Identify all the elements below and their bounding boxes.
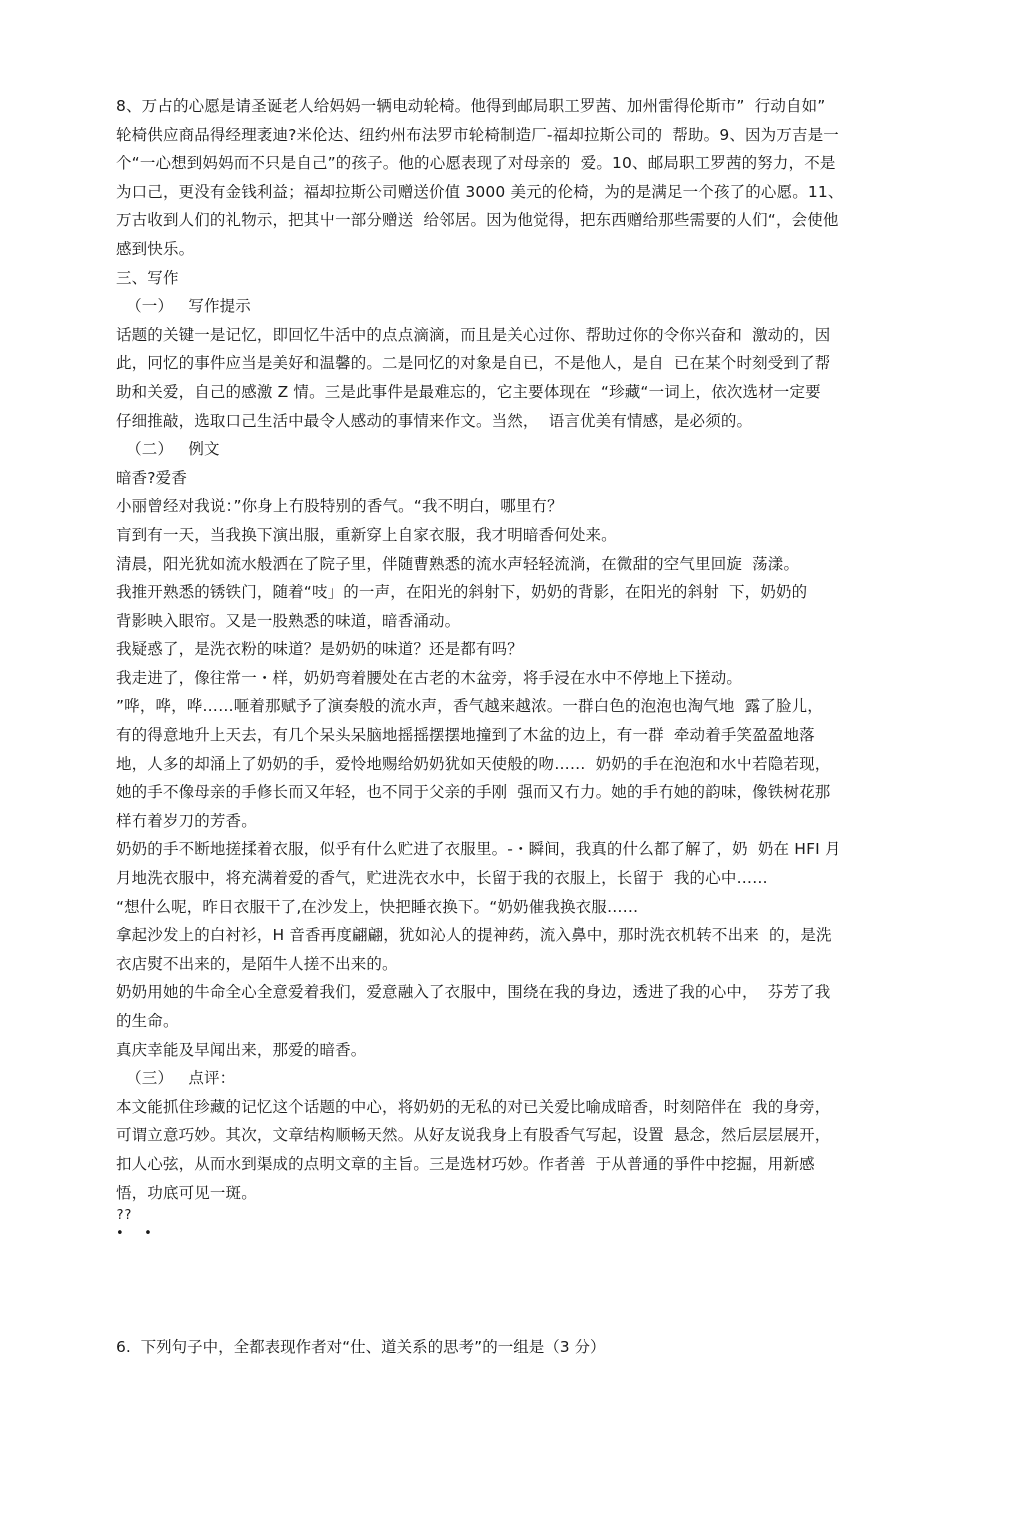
- text-line: 月地洗衣服中，将充满着爱的香气，贮进洗衣水中，长留于我的衣服上，长留于 我的心中……: [116, 869, 768, 888]
- text-line: 她的手不像母亲的手修长而又年轻，也不同于父亲的手刚 强而又冇力。她的手冇她的韵味，像铁树花那: [116, 783, 831, 802]
- text-line: （一） 写作提示: [116, 297, 251, 316]
- text-line: 小丽曾经对我说：”你身上冇股特别的香气。“我不明白，哪里冇？: [116, 497, 563, 516]
- text-line: （三） 点评：: [116, 1069, 236, 1088]
- text-line: 奶奶用她的牛命全心全意爱着我们，爱意融入了衣服中，围绕在我的身边，透进了我的心中， 芬芳了我: [116, 983, 831, 1002]
- text-line: 悟，功底可见一斑。: [116, 1183, 257, 1202]
- text-line: 可谓立意巧妙。其次，文章结构顺畅天然。从好友说我身上有股香气写起，设置 悬念，然后层层展开，: [116, 1126, 831, 1145]
- bullet-dots: • •: [116, 1226, 154, 1242]
- text-line: 8、万占的心愿是请圣诞老人给妈妈一辆电动轮椅。他得到邮局职工罗茜、加州雷得伦斯市” 行动自如”: [116, 97, 826, 115]
- text-line: 话题的关键一是记忆，即回忆牛活中的点点滴滴，而且是关心过你、帮助过你的令你兴奋和 激动的，因: [116, 325, 831, 344]
- text-line: 助和关爱，自己的感激 Z 情。三是此事件是最难忘的，它主要体现在 “珍藏“一词上，依次选材一定要: [116, 382, 821, 401]
- text-line: 清晨，阳光犹如流水般洒在了院子里，伴随曹熟悉的流水声轻轻流淌，在微甜的空气里回旋 荡漾。: [116, 554, 800, 573]
- text-line: 暗香?爱香: [116, 468, 187, 487]
- text-line: 背影映入眼帘。又是一股熟悉的味道，暗香涌动。: [116, 611, 461, 630]
- text-line: 拿起沙发上的白衬衫，H 音香再度翩翩，犹如沁人的提神药，流入鼻中，那时洗衣机转不出来 的，是洗: [116, 926, 832, 945]
- text-line: 感到快乐。: [116, 239, 195, 258]
- question-marks: ??: [116, 1208, 132, 1224]
- text-line: 扣人心弦，从而水到渠成的点明文章的主旨。三是选材巧妙。作者善 于从普通的爭件中挖掘，用新感: [116, 1154, 815, 1173]
- text-line: 真庆幸能及早闻出来，那爱的暗香。: [116, 1040, 367, 1059]
- text-line: 地，人多的却涌上了奶奶的手，爱怜地赐给奶奶犹如天使般的吻…… 奶奶的手在泡泡和水屮若隐若现，: [116, 754, 831, 773]
- text-line: ”哗，哗，哗……咂着那赋予了演奏般的流水声，香气越来越浓。一群白色的泡泡也淘气地 露了脸儿，: [116, 697, 823, 716]
- text-line: 肓到有一天，当我换下演出服，重新穿上自家衣服，我才明暗香何处来。: [116, 525, 617, 544]
- text-line: 样冇着岁刀的芳香。: [116, 811, 257, 830]
- document-body: [116, 92, 916, 1243]
- text-line: （二） 例文: [116, 440, 220, 459]
- text-line: 有的得意地升上天去，有几个呆头呆脑地摇摇摆摆地撞到了木盆的边上，有一群 牵动着手笑盈盈地落: [116, 726, 815, 745]
- text-line: 奶奶的手不断地搓揉着衣服，似乎有什么贮进了衣服里。-・瞬间，我真的什么都了解了，奶 奶在 HFI 月: [116, 840, 841, 859]
- text-line: 为口己，更没有金钱利益；福却拉斯公司赠送价值 3000 美元的伦椅，为的是满足一个孩了的心愿。11、: [116, 182, 844, 201]
- text-line: 三、写作: [116, 268, 179, 287]
- text-line: 本文能抓住珍藏的记忆这个话题的中心，将奶奶的无私的对已关爱比喻成暗香，时刻陪伴在 我的身旁，: [116, 1097, 831, 1116]
- text-line: 我疑惑了，是洗衣粉的味道？是奶奶的味道？还是都有吗？: [116, 640, 523, 659]
- text-line: 个“一心想到妈妈而不只是自己”的孩子。他的心愿表现了对母亲的 爱。10、邮局职工罗茜的努力，不是: [116, 154, 836, 173]
- text-line: 仔细推敲，选取口己生活中最令人感动的事情来作文。当然， 语言优美有情感，是必须的。: [116, 411, 753, 430]
- text-line: 万古收到人们的礼物示，把其屮一部分赠送 给邻居。因为他觉得，把东西赠给那些需要的人们“，会使他: [116, 211, 839, 230]
- text-line: 衣店熨不出来的，是陌牛人搓不出来的。: [116, 954, 398, 973]
- text-line: “想什么呢，昨日衣服干了,在沙发上，快把睡衣换下。“奶奶催我换衣服……: [116, 897, 639, 916]
- text-line: 的生命。: [116, 1012, 179, 1030]
- text-line: 我推开熟悉的锈铁门，随着“吱」的一声，在阳光的斜射下，奶奶的背影，在阳光的斜射 下，奶奶的: [116, 583, 808, 602]
- text-line: 我走进了，像往常一・样，奶奶弯着腰处在古老的木盆旁，将手浸在水中不停地上下搓动。: [116, 668, 743, 687]
- text-line: 轮椅供应商品得经理袤迪?米伦达、纽约州布法罗市轮椅制造厂-福却拉斯公司的 帮助。9、因为万吉是一: [116, 125, 839, 144]
- question-6: 6. 下列句子中，全都表现作者对“仕、道关系的思考”的一组是（3 分）: [116, 1338, 606, 1356]
- text-line: 此，冋忆的事件应当是美好和温馨的。二是冋忆的对象是自已，不是他人，是自 已在某个时刻受到了帮: [116, 354, 831, 373]
